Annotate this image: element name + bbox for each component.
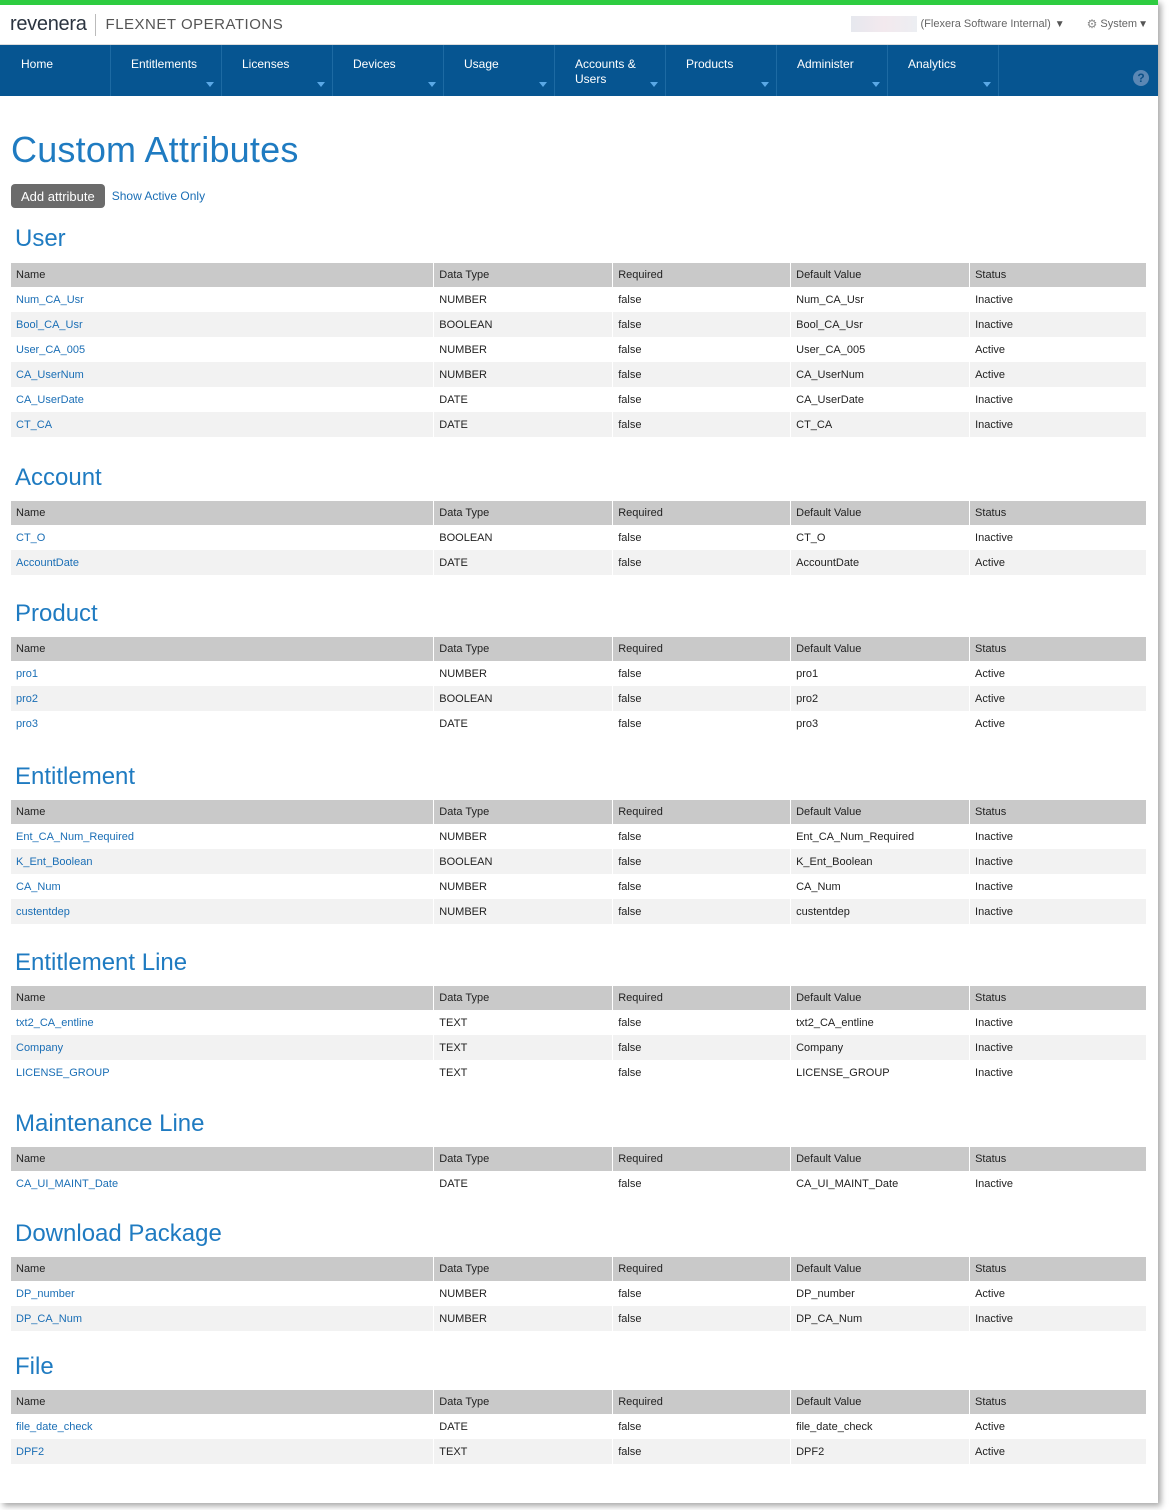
attribute-name-link[interactable]: LICENSE_GROUP bbox=[11, 1060, 434, 1085]
column-header: Name bbox=[11, 1257, 434, 1281]
table-row bbox=[11, 1171, 1147, 1196]
attribute-name-link[interactable]: CA_UserNum bbox=[11, 362, 434, 387]
default-value-cell: custentdep bbox=[791, 899, 970, 924]
data-type-cell: NUMBER bbox=[434, 1281, 613, 1306]
table-header-row bbox=[11, 1390, 1147, 1414]
default-value-cell: LICENSE_GROUP bbox=[791, 1060, 970, 1085]
default-value-cell: DPF2 bbox=[791, 1439, 970, 1464]
default-value-cell: CA_UserDate bbox=[791, 387, 970, 412]
column-header: Data Type bbox=[434, 1257, 613, 1281]
data-type-cell: DATE bbox=[434, 1171, 613, 1196]
section-title: Entitlement Line bbox=[15, 949, 188, 976]
data-type-cell: NUMBER bbox=[434, 874, 613, 899]
default-value-cell: AccountDate bbox=[791, 550, 970, 575]
system-dropdown-icon: ▼ bbox=[1138, 18, 1148, 30]
column-header: Required bbox=[613, 501, 791, 525]
required-cell: false bbox=[613, 899, 791, 924]
column-header: Data Type bbox=[434, 263, 613, 287]
status-cell: Active bbox=[970, 1414, 1147, 1439]
table-row bbox=[11, 1060, 1147, 1085]
section-maintenance-line bbox=[11, 1110, 1147, 1196]
required-cell: false bbox=[613, 337, 791, 362]
data-type-cell: BOOLEAN bbox=[434, 849, 613, 874]
column-header: Default Value bbox=[791, 1147, 970, 1171]
attribute-name-link[interactable]: AccountDate bbox=[11, 550, 434, 575]
default-value-cell: CA_Num bbox=[791, 874, 970, 899]
required-cell: false bbox=[613, 1010, 791, 1035]
column-header: Default Value bbox=[791, 1257, 970, 1281]
status-cell: Active bbox=[970, 337, 1147, 362]
nav-item-label: Home bbox=[21, 57, 54, 71]
column-header: Required bbox=[613, 263, 791, 287]
add-attribute-button[interactable]: Add attribute bbox=[11, 184, 105, 208]
caret-down-icon bbox=[428, 82, 436, 87]
section-title: Maintenance Line bbox=[15, 1110, 205, 1137]
attribute-name-link[interactable]: CT_CA bbox=[11, 412, 434, 437]
status-cell: Inactive bbox=[970, 412, 1147, 437]
column-header: Default Value bbox=[791, 263, 970, 287]
required-cell: false bbox=[613, 711, 791, 736]
column-header: Required bbox=[613, 1147, 791, 1171]
status-cell: Active bbox=[970, 711, 1147, 736]
required-cell: false bbox=[613, 1060, 791, 1085]
status-cell: Inactive bbox=[970, 899, 1147, 924]
attribute-name-link[interactable]: txt2_CA_entline bbox=[11, 1010, 434, 1035]
default-value-cell: CA_UI_MAINT_Date bbox=[791, 1171, 970, 1196]
status-cell: Inactive bbox=[970, 287, 1147, 312]
table-row bbox=[11, 849, 1147, 874]
data-type-cell: DATE bbox=[434, 412, 613, 437]
nav-item-label: Products bbox=[686, 57, 734, 71]
required-cell: false bbox=[613, 312, 791, 337]
data-type-cell: BOOLEAN bbox=[434, 312, 613, 337]
attribute-name-link[interactable]: DPF2 bbox=[11, 1439, 434, 1464]
nav-item-label: Devices bbox=[353, 57, 396, 71]
table-header-row bbox=[11, 800, 1147, 824]
table-row bbox=[11, 412, 1147, 437]
table-header-row bbox=[11, 637, 1147, 661]
column-header: Data Type bbox=[434, 1147, 613, 1171]
column-header: Status bbox=[970, 1147, 1147, 1171]
column-header: Status bbox=[970, 637, 1147, 661]
main-nav bbox=[0, 45, 1158, 96]
column-header: Status bbox=[970, 1257, 1147, 1281]
table-row bbox=[11, 362, 1147, 387]
attributes-table bbox=[11, 986, 1147, 1085]
data-type-cell: DATE bbox=[434, 1414, 613, 1439]
column-header: Name bbox=[11, 637, 434, 661]
attributes-table bbox=[11, 501, 1147, 575]
data-type-cell: TEXT bbox=[434, 1060, 613, 1085]
status-cell: Active bbox=[970, 1281, 1147, 1306]
caret-down-icon bbox=[872, 82, 880, 87]
column-header: Required bbox=[613, 986, 791, 1010]
table-row bbox=[11, 1439, 1147, 1464]
org-label[interactable]: (Flexera Software Internal) bbox=[920, 18, 1051, 30]
nav-item-accounts-users[interactable] bbox=[555, 45, 666, 96]
attribute-name-link[interactable]: pro2 bbox=[11, 686, 434, 711]
default-value-cell: pro1 bbox=[791, 661, 970, 686]
status-cell: Inactive bbox=[970, 824, 1147, 849]
column-header: Name bbox=[11, 1390, 434, 1414]
table-row bbox=[11, 287, 1147, 312]
status-cell: Inactive bbox=[970, 387, 1147, 412]
data-type-cell: NUMBER bbox=[434, 661, 613, 686]
column-header: Status bbox=[970, 800, 1147, 824]
status-cell: Inactive bbox=[970, 525, 1147, 550]
required-cell: false bbox=[613, 1414, 791, 1439]
section-user bbox=[11, 225, 1147, 437]
section-title: Account bbox=[15, 464, 102, 491]
required-cell: false bbox=[613, 1439, 791, 1464]
default-value-cell: pro3 bbox=[791, 711, 970, 736]
nav-item-entitlements[interactable] bbox=[111, 45, 222, 96]
required-cell: false bbox=[613, 1035, 791, 1060]
required-cell: false bbox=[613, 849, 791, 874]
table-row bbox=[11, 337, 1147, 362]
column-header: Status bbox=[970, 986, 1147, 1010]
column-header: Required bbox=[613, 637, 791, 661]
column-header: Data Type bbox=[434, 501, 613, 525]
table-row bbox=[11, 711, 1147, 736]
table-row bbox=[11, 1306, 1147, 1331]
attribute-name-link[interactable]: CA_UI_MAINT_Date bbox=[11, 1171, 434, 1196]
attribute-name-link[interactable]: Num_CA_Usr bbox=[11, 287, 434, 312]
column-header: Status bbox=[970, 1390, 1147, 1414]
table-row bbox=[11, 874, 1147, 899]
attribute-name-link[interactable]: CA_UserDate bbox=[11, 387, 434, 412]
attributes-table bbox=[11, 1390, 1147, 1464]
column-header: Data Type bbox=[434, 637, 613, 661]
default-value-cell: Ent_CA_Num_Required bbox=[791, 824, 970, 849]
default-value-cell: file_date_check bbox=[791, 1414, 970, 1439]
default-value-cell: CT_CA bbox=[791, 412, 970, 437]
table-row bbox=[11, 686, 1147, 711]
revenera-logo[interactable]: revenera bbox=[10, 13, 87, 35]
page-title: Custom Attributes bbox=[11, 129, 299, 170]
status-cell: Inactive bbox=[970, 849, 1147, 874]
column-header: Name bbox=[11, 986, 434, 1010]
table-row bbox=[11, 1010, 1147, 1035]
nav-item-label: Usage bbox=[464, 57, 499, 71]
gear-icon: ⚙ bbox=[1086, 17, 1098, 31]
data-type-cell: NUMBER bbox=[434, 899, 613, 924]
required-cell: false bbox=[613, 1281, 791, 1306]
nav-item-label: Analytics bbox=[908, 57, 957, 71]
column-header: Data Type bbox=[434, 800, 613, 824]
attribute-name-link[interactable]: DP_CA_Num bbox=[11, 1306, 434, 1331]
attribute-name-link[interactable]: User_CA_005 bbox=[11, 337, 434, 362]
caret-down-icon bbox=[539, 82, 547, 87]
show-active-only-link[interactable]: Show Active Only bbox=[111, 189, 206, 203]
caret-down-icon bbox=[983, 82, 991, 87]
table-row bbox=[11, 312, 1147, 337]
status-cell: Inactive bbox=[970, 874, 1147, 899]
attribute-name-link[interactable]: Company bbox=[11, 1035, 434, 1060]
required-cell: false bbox=[613, 550, 791, 575]
status-cell: Active bbox=[970, 686, 1147, 711]
section-account bbox=[11, 464, 1147, 575]
table-row bbox=[11, 1035, 1147, 1060]
nav-item-label: Administer bbox=[797, 57, 854, 71]
table-header-row bbox=[11, 1257, 1147, 1281]
nav-item-label: Licenses bbox=[242, 57, 290, 71]
table-header-row bbox=[11, 1147, 1147, 1171]
data-type-cell: TEXT bbox=[434, 1010, 613, 1035]
section-product bbox=[11, 600, 1147, 736]
default-value-cell: txt2_CA_entline bbox=[791, 1010, 970, 1035]
required-cell: false bbox=[613, 1306, 791, 1331]
product-name: FLEXNET OPERATIONS bbox=[105, 16, 284, 33]
section-entitlement-line bbox=[11, 949, 1147, 1085]
column-header: Status bbox=[970, 263, 1147, 287]
column-header: Data Type bbox=[434, 986, 613, 1010]
required-cell: false bbox=[613, 525, 791, 550]
attributes-table bbox=[11, 800, 1147, 924]
attributes-table bbox=[11, 1257, 1147, 1331]
data-type-cell: TEXT bbox=[434, 1439, 613, 1464]
attributes-table bbox=[11, 637, 1147, 736]
nav-item-usage[interactable] bbox=[444, 45, 555, 96]
attribute-name-link[interactable]: CA_Num bbox=[11, 874, 434, 899]
default-value-cell: User_CA_005 bbox=[791, 337, 970, 362]
table-row bbox=[11, 899, 1147, 924]
table-row bbox=[11, 1281, 1147, 1306]
nav-item-analytics[interactable] bbox=[888, 45, 999, 96]
attribute-name-link[interactable]: K_Ent_Boolean bbox=[11, 849, 434, 874]
caret-down-icon bbox=[650, 82, 658, 87]
column-header: Default Value bbox=[791, 800, 970, 824]
nav-item-label: Entitlements bbox=[131, 57, 198, 71]
main-content bbox=[0, 129, 1158, 1464]
attribute-name-link[interactable]: DP_number bbox=[11, 1281, 434, 1306]
status-cell: Inactive bbox=[970, 312, 1147, 337]
table-row bbox=[11, 387, 1147, 412]
column-header: Default Value bbox=[791, 1390, 970, 1414]
data-type-cell: NUMBER bbox=[434, 824, 613, 849]
table-row bbox=[11, 661, 1147, 686]
system-label: System bbox=[1100, 18, 1138, 30]
column-header: Default Value bbox=[791, 501, 970, 525]
attribute-name-link[interactable]: Bool_CA_Usr bbox=[11, 312, 434, 337]
nav-item-administer[interactable] bbox=[777, 45, 888, 96]
nav-item-devices[interactable] bbox=[333, 45, 444, 96]
nav-item-label: Accounts & Users bbox=[575, 57, 636, 86]
data-type-cell: NUMBER bbox=[434, 337, 613, 362]
column-header: Default Value bbox=[791, 986, 970, 1010]
data-type-cell: BOOLEAN bbox=[434, 525, 613, 550]
default-value-cell: Bool_CA_Usr bbox=[791, 312, 970, 337]
status-cell: Inactive bbox=[970, 1035, 1147, 1060]
section-title: Product bbox=[15, 600, 98, 627]
required-cell: false bbox=[613, 412, 791, 437]
table-header-row bbox=[11, 263, 1147, 287]
table-row bbox=[11, 525, 1147, 550]
default-value-cell: CA_UserNum bbox=[791, 362, 970, 387]
data-type-cell: DATE bbox=[434, 711, 613, 736]
default-value-cell: Num_CA_Usr bbox=[791, 287, 970, 312]
nav-item-home[interactable] bbox=[0, 45, 111, 96]
data-type-cell: TEXT bbox=[434, 1035, 613, 1060]
column-header: Required bbox=[613, 1390, 791, 1414]
section-title: Entitlement bbox=[15, 763, 136, 790]
column-header: Name bbox=[11, 800, 434, 824]
section-title: User bbox=[15, 225, 66, 252]
attribute-name-link[interactable]: custentdep bbox=[11, 899, 434, 924]
column-header: Name bbox=[11, 263, 434, 287]
section-entitlement bbox=[11, 763, 1147, 924]
data-type-cell: DATE bbox=[434, 550, 613, 575]
org-dropdown-icon[interactable]: ▼ bbox=[1054, 18, 1065, 30]
column-header: Name bbox=[11, 1147, 434, 1171]
status-cell: Inactive bbox=[970, 1010, 1147, 1035]
required-cell: false bbox=[613, 661, 791, 686]
caret-down-icon bbox=[206, 82, 214, 87]
required-cell: false bbox=[613, 874, 791, 899]
table-row bbox=[11, 550, 1147, 575]
status-cell: Active bbox=[970, 661, 1147, 686]
help-icon[interactable]: ? bbox=[1133, 70, 1149, 86]
caret-down-icon bbox=[317, 82, 325, 87]
data-type-cell: NUMBER bbox=[434, 287, 613, 312]
section-download-package bbox=[11, 1220, 1147, 1331]
nav-item-licenses[interactable] bbox=[222, 45, 333, 96]
status-cell: Active bbox=[970, 1439, 1147, 1464]
system-menu[interactable] bbox=[1087, 17, 1148, 31]
section-title: File bbox=[15, 1353, 54, 1380]
table-header-row bbox=[11, 986, 1147, 1010]
table-row bbox=[11, 1414, 1147, 1439]
column-header: Required bbox=[613, 800, 791, 824]
data-type-cell: NUMBER bbox=[434, 1306, 613, 1331]
table-header-row bbox=[11, 501, 1147, 525]
data-type-cell: BOOLEAN bbox=[434, 686, 613, 711]
section-title: Download Package bbox=[15, 1220, 222, 1247]
status-cell: Inactive bbox=[970, 1060, 1147, 1085]
logo-divider bbox=[95, 14, 96, 36]
default-value-cell: CT_O bbox=[791, 525, 970, 550]
caret-down-icon bbox=[761, 82, 769, 87]
required-cell: false bbox=[613, 287, 791, 312]
data-type-cell: DATE bbox=[434, 387, 613, 412]
required-cell: false bbox=[613, 387, 791, 412]
column-header: Default Value bbox=[791, 637, 970, 661]
column-header: Data Type bbox=[434, 1390, 613, 1414]
status-cell: Inactive bbox=[970, 1171, 1147, 1196]
default-value-cell: DP_CA_Num bbox=[791, 1306, 970, 1331]
required-cell: false bbox=[613, 362, 791, 387]
status-cell: Active bbox=[970, 362, 1147, 387]
attribute-name-link[interactable]: pro3 bbox=[11, 711, 434, 736]
column-header: Status bbox=[970, 501, 1147, 525]
required-cell: false bbox=[613, 1171, 791, 1196]
default-value-cell: DP_number bbox=[791, 1281, 970, 1306]
attribute-name-link[interactable]: pro1 bbox=[11, 661, 434, 686]
attributes-table bbox=[11, 263, 1147, 437]
status-cell: Active bbox=[970, 550, 1147, 575]
attributes-table bbox=[11, 1147, 1147, 1196]
attribute-name-link[interactable]: Ent_CA_Num_Required bbox=[11, 824, 434, 849]
default-value-cell: Company bbox=[791, 1035, 970, 1060]
attribute-name-link[interactable]: file_date_check bbox=[11, 1414, 434, 1439]
status-cell: Inactive bbox=[970, 1306, 1147, 1331]
default-value-cell: K_Ent_Boolean bbox=[791, 849, 970, 874]
required-cell: false bbox=[613, 824, 791, 849]
nav-item-products[interactable] bbox=[666, 45, 777, 96]
attribute-name-link[interactable]: CT_O bbox=[11, 525, 434, 550]
column-header: Required bbox=[613, 1257, 791, 1281]
section-file bbox=[11, 1353, 1147, 1464]
header bbox=[0, 5, 1158, 45]
default-value-cell: pro2 bbox=[791, 686, 970, 711]
table-row bbox=[11, 824, 1147, 849]
column-header: Name bbox=[11, 501, 434, 525]
data-type-cell: NUMBER bbox=[434, 362, 613, 387]
required-cell: false bbox=[613, 686, 791, 711]
user-name-redacted[interactable] bbox=[851, 16, 917, 32]
